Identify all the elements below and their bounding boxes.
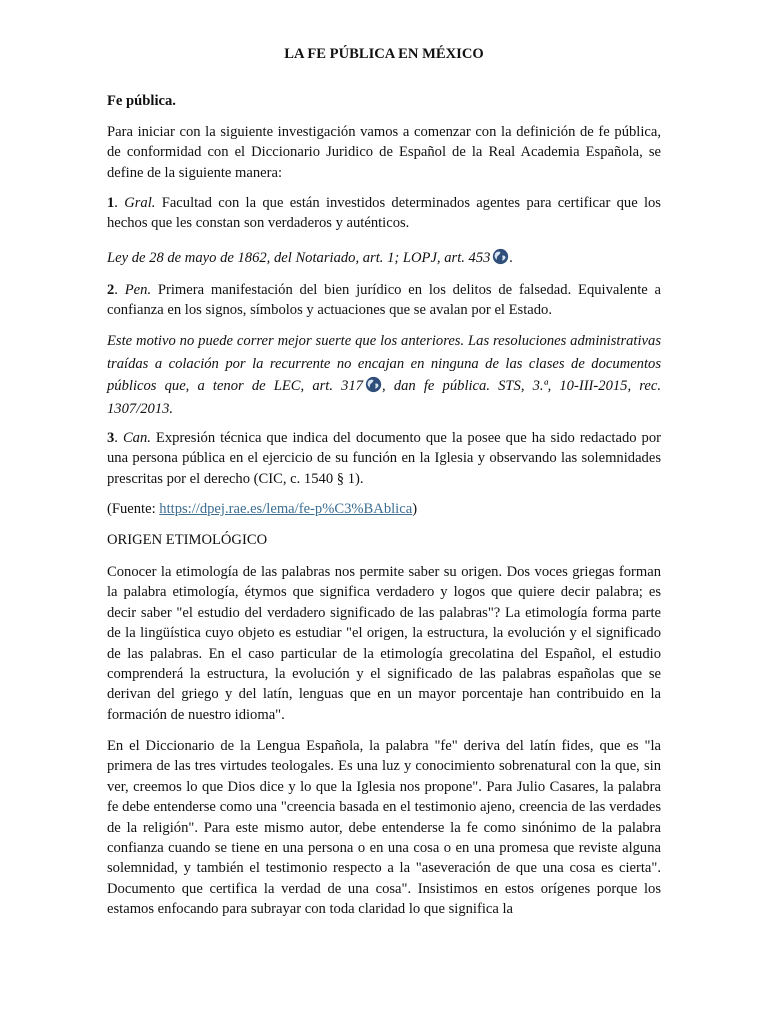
definition-abbr: Gral. [124, 195, 156, 211]
paragraph-etymology: Conocer la etimología de las palabras nos permite saber su origen. Dos voces griegas forman la palabra etimología, étymos que significa verdadero y logos que quiere decir palabra; es decir saber "el estudio del verdadero significado de las palabras"? La etimología forma parte de la lingüística cuyo objeto es estudiar "el origen, la estructura, la evolución y el significado de las palabras. En el caso particular de la etimología grecolatina del Español, el estudio comprenderá la estructura, la evolución y el significado de las palabras españolas que se derivan del griego y del latín, lenguas que en un mayor porcentaje han contribuido en la formación de nuestro idioma". [107, 564, 661, 723]
source-line [107, 499, 661, 519]
source-link[interactable]: https://dpej.rae.es/lema/fe-p%C3%BAblica [159, 501, 413, 517]
definition-abbr: Can. [122, 430, 151, 446]
definition-text: Facultad con la que están investidos determinados agentes para certificar que los hechos que les constan son verdaderos y auténticos. [107, 195, 661, 232]
separator: . [114, 195, 125, 211]
definition-1 [107, 193, 661, 234]
citation-end: . [509, 250, 514, 266]
document-title: LA FE PÚBLICA EN MÉXICO [284, 46, 484, 62]
globe-icon[interactable] [492, 248, 509, 265]
definition-2 [107, 280, 661, 321]
definition-abbr: Pen. [124, 282, 152, 298]
intro-paragraph: Para iniciar con la siguiente investigación vamos a comenzar con la definición de fe pública, de conformidad con el Diccionario Juridico de Español de la Real Academia Española, se define de la siguiente manera: [107, 124, 661, 181]
definition-text: Primera manifestación del bien jurídico en los delitos de falsedad. Equivalente a confianza en los signos, símbolos y actuaciones que se avalan por el Estado. [107, 282, 661, 319]
definition-number: 1 [107, 195, 115, 211]
source-prefix: (Fuente: [107, 501, 160, 517]
definition-number: 3 [107, 430, 115, 446]
paragraph-dictionary: En el Diccionario de la Lengua Española, la palabra "fe" deriva del latín fides, que es "la primera de las tres virtudes teologales. Es una luz y conocimiento sobrenatural con la que, sin ver, creemos lo que Dios dice y lo que la Iglesia nos propone". Para Julio Casares, la palabra fe debe entenderse como una "creencia basada en el testimonio ajeno, creencia de las verdades de la religión". Para este mismo autor, debe entenderse la fe como sinónimo de la palabra confianza cuando se tiene en una persona o en una cosa o en una promesa que reviste alguna solemnidad, y también el testimonio respecto a la "aseveración de que una cosa es cierta". Documento que certifica la verdad de una cosa". Insistimos en estos orígenes porque los estamos enfocando para subrayar con toda claridad lo que significa la [107, 738, 661, 918]
source-suffix: ) [412, 501, 418, 517]
definition-3 [107, 428, 661, 489]
section-heading-origen: ORIGEN ETIMOLÓGICO [107, 532, 268, 548]
citation-1 [107, 248, 661, 268]
citation-2 [107, 330, 661, 420]
separator: . [114, 430, 123, 446]
definition-text: Expresión técnica que indica del documento que la posee que ha sido redactado por una persona pública en el ejercicio de su función en la Iglesia y observando las solemnidades prescritas por el derecho (CIC, c. 1540 § 1). [107, 430, 661, 487]
section-heading-fe-publica: Fe pública. [107, 93, 176, 109]
citation-text: Ley de 28 de mayo de 1862, del Notariado, art. 1; LOPJ, art. 453 [107, 250, 491, 266]
citation-text: Este motivo no puede correr mejor suerte que los anteriores. Las resoluciones administrativas traídas a colación por la recurrente no encajan en ninguna de las clases de documentos públicos que, a tenor de LEC, art. 317 [107, 333, 661, 394]
globe-icon[interactable] [365, 376, 382, 393]
separator: . [114, 282, 125, 298]
definition-number: 2 [107, 282, 115, 298]
citation-text-end: , dan fe pública. STS, 3.ª, 10-III-2015, rec. 1307/2013. [107, 378, 661, 417]
